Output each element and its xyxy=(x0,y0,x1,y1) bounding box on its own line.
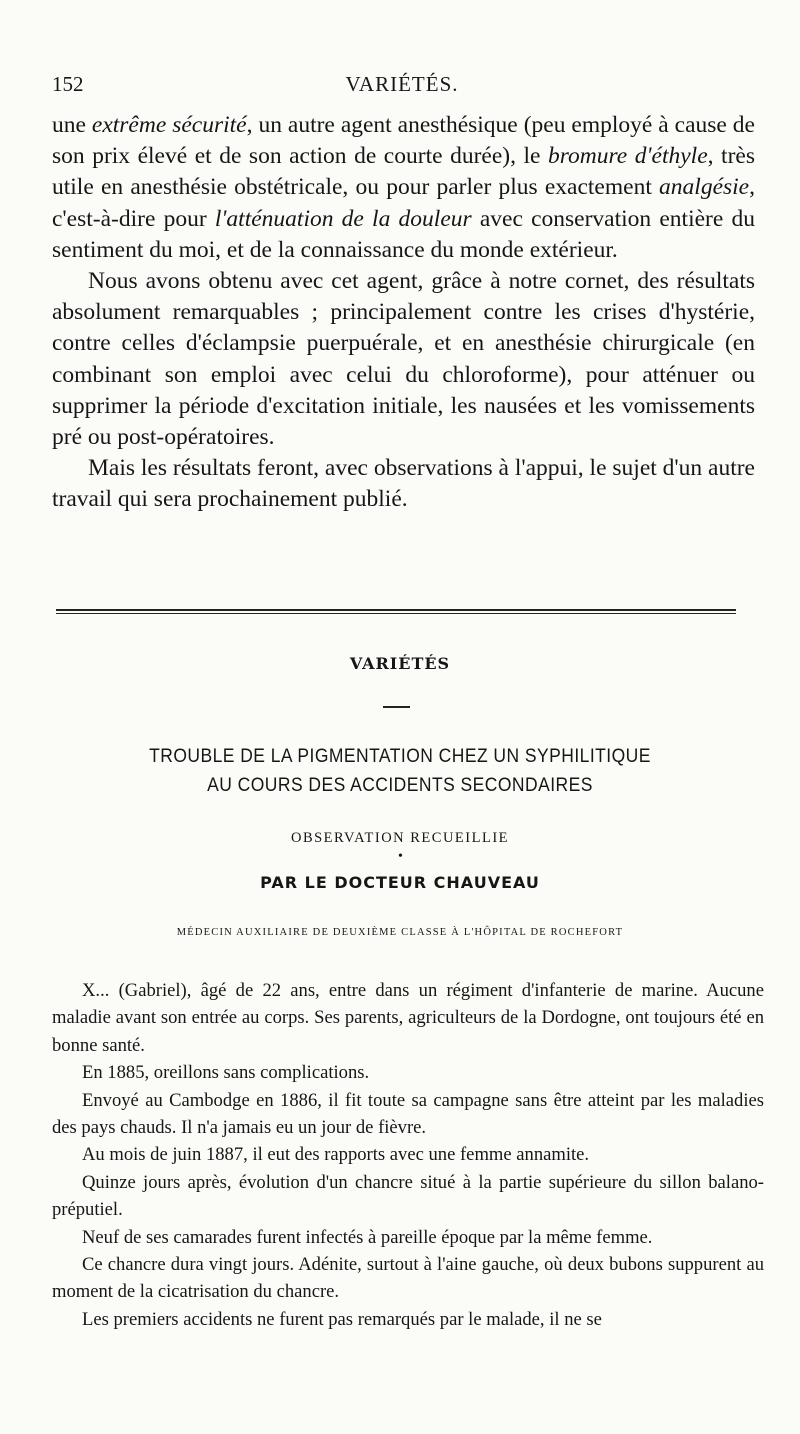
intro-text xyxy=(52,110,755,516)
intro-paragraph-1 xyxy=(52,110,755,266)
page-header xyxy=(52,72,752,102)
running-head: VARIÉTÉS. xyxy=(345,72,459,96)
italic-span: extrême sécurité xyxy=(91,112,247,138)
italic-span: analgésie xyxy=(659,174,750,201)
body-paragraph: Les premiers accidents ne furent pas remarqués par le malade, il ne se xyxy=(82,1308,602,1330)
text-span: avec conservation entière du sentiment du moi, et de la connaissance du monde extérieur. xyxy=(52,205,755,263)
page-number: 152 xyxy=(52,72,84,96)
section-divider xyxy=(56,609,736,614)
article-title-line-1: TROUBLE DE LA PIGMENTATION CHEZ UN SYPHILITIQUE xyxy=(149,746,651,767)
observation-label: OBSERVATION RECUEILLIE xyxy=(290,830,510,846)
text-span: , c'est-à-dire pour xyxy=(52,174,755,232)
intro-paragraph-2: Nous avons obtenu avec cet agent, grâce à notre cornet, des résultats absolument remarquables ; principalement contre les crises d'hystérie, contre celles d'éclampsie puerpuérale, et en anesthésie chirurgicale (en combinant son emploi avec celui du chloroforme), pour atténuer ou supprimer la période d'excitation initiale, les nausées et les vomissements pré ou post-opératoires. xyxy=(52,268,755,451)
author-affiliation: MÉDECIN AUXILIAIRE DE DEUXIÈME CLASSE À L'HÔPITAL DE ROCHEFORT xyxy=(176,927,624,938)
italic-span: bromure d'éthyle xyxy=(548,143,708,170)
section-title: VARIÉTÉS xyxy=(349,654,451,673)
bullet-mark: • xyxy=(398,849,403,864)
body-paragraph: Neuf de ses camarades furent infectés à pareille époque par la même femme. xyxy=(82,1226,653,1248)
article-title xyxy=(32,742,768,800)
intro-paragraph-3: Mais les résultats feront, avec observations à l'appui, le sujet d'un autre travail qui sera prochainement publié. xyxy=(52,455,755,513)
body-paragraph: Envoyé au Cambodge en 1886, il fit toute sa campagne sans être atteint par les maladies des pays chauds. Il n'a jamais eu un jour de fièvre. xyxy=(52,1089,764,1139)
short-divider xyxy=(383,706,410,708)
body-paragraph: En 1885, oreillons sans complications. xyxy=(82,1062,370,1084)
body-paragraph: Quinze jours après, évolution d'un chancre situé à la partie supérieure du sillon balano-préputiel. xyxy=(52,1171,764,1221)
author-line: PAR LE DOCTEUR CHAUVEAU xyxy=(260,873,540,892)
body-paragraph: X... (Gabriel), âgé de 22 ans, entre dans un régiment d'infanterie de marine. Aucune maladie avant son entrée au corps. Ses parents, agriculteurs de la Dordogne, ont toujours été en bonne santé. xyxy=(52,980,764,1056)
article-body xyxy=(52,977,764,1333)
italic-span: l'atténuation de la douleur xyxy=(214,205,472,232)
text-span: , très utile en anesthésie obstétricale, ou pour parler plus exactement xyxy=(52,143,755,201)
body-paragraph: Au mois de juin 1887, il eut des rapports avec une femme annamite. xyxy=(82,1144,590,1166)
text-span: une xyxy=(52,112,92,138)
body-paragraph: Ce chancre dura vingt jours. Adénite, surtout à l'aine gauche, où deux bubons suppurent au moment de la cicatrisation du chancre. xyxy=(52,1254,764,1303)
article-title-line-2: AU COURS DES ACCIDENTS SECONDAIRES xyxy=(207,775,593,796)
text-span: , un autre agent anesthésique (peu employé à cause de son prix élevé et de son action de courte durée), le xyxy=(52,112,755,170)
